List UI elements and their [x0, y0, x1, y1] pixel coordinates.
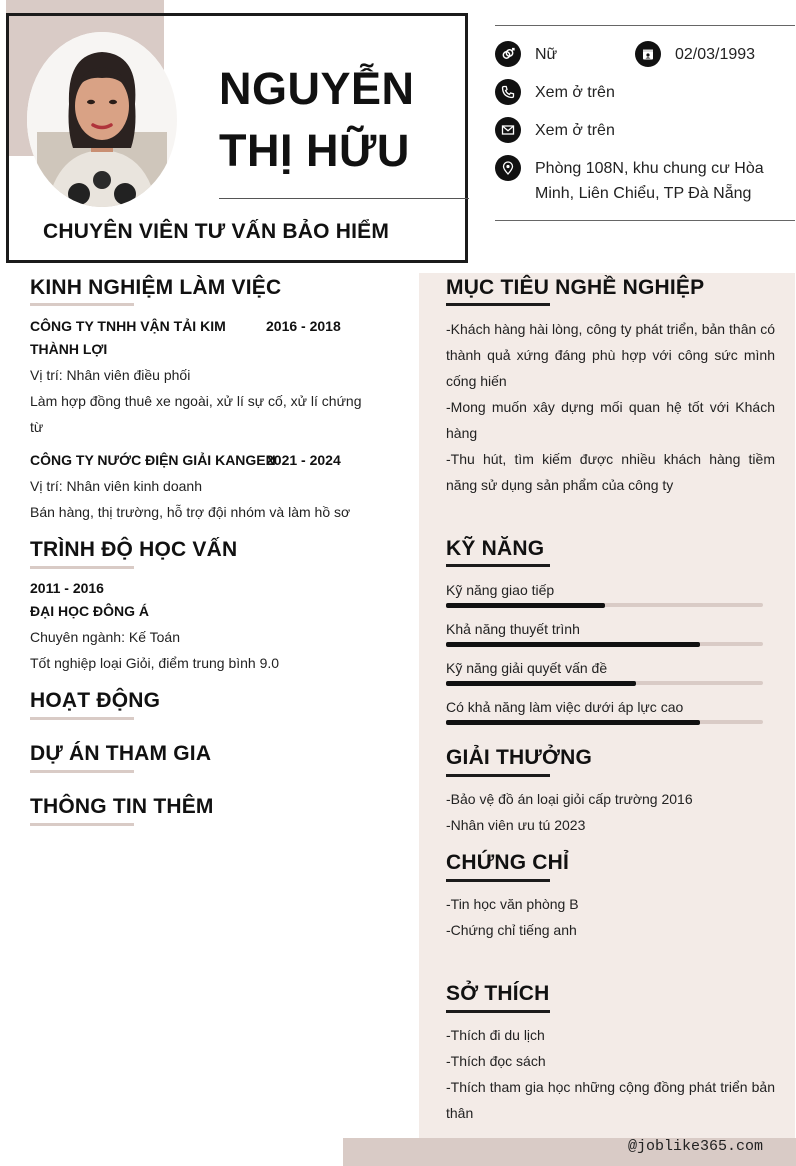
- activities-underline: [30, 717, 134, 720]
- contact-rule-top: [495, 25, 795, 26]
- skill-label: Kỹ năng giao tiếp: [446, 582, 555, 598]
- hobby-item: -Thích đọc sách: [446, 1053, 546, 1069]
- hobby-item: -Thích tham gia học những cộng đồng phát triển bản thân: [446, 1079, 775, 1121]
- skill-bar-fill: [446, 720, 700, 725]
- education-major: Chuyên ngành: Kế Toán: [30, 629, 180, 645]
- objective-title: MỤC TIÊU NGHỀ NGHIỆP: [446, 276, 705, 299]
- experience-title: KINH NGHIỆM LÀM VIỆC: [30, 276, 282, 299]
- contact-address-line2: Minh, Liên Chiểu, TP Đà Nẵng: [535, 185, 752, 202]
- header-card: [6, 13, 468, 263]
- job1-company-line2: THÀNH LỢI: [30, 341, 108, 357]
- name-line-1: NGUYỄN: [219, 63, 415, 114]
- objective-paragraph-2: -Mong muốn xây dựng mối quan hệ tốt với Khách hàng: [446, 399, 775, 441]
- hobby-item: -Thích đi du lịch: [446, 1027, 545, 1043]
- contact-gender: Nữ: [535, 46, 558, 63]
- projects-underline: [30, 770, 134, 773]
- awards-title: GIẢI THƯỞNG: [446, 746, 593, 769]
- job1-position: Vị trí: Nhân viên điều phối: [30, 367, 191, 383]
- award-item: -Nhân viên ưu tú 2023: [446, 817, 586, 833]
- hobbies-underline: [446, 1010, 550, 1013]
- gender-icon: [495, 41, 521, 67]
- skill-label: Kỹ năng giải quyết vấn đề: [446, 660, 608, 676]
- job2-company: CÔNG TY NƯỚC ĐIỆN GIẢI KANGEN: [30, 452, 276, 468]
- skill-bar-fill: [446, 681, 636, 686]
- email-icon: [495, 117, 521, 143]
- objective-underline: [446, 303, 550, 306]
- skills-title: KỸ NĂNG: [446, 537, 545, 560]
- skill-bar-track: [446, 681, 763, 685]
- portrait-photo: [27, 32, 177, 207]
- job1-period: 2016 - 2018: [266, 318, 341, 334]
- contact-address-line1: Phòng 108N, khu chung cư Hòa: [535, 160, 764, 177]
- awards-underline: [446, 774, 550, 777]
- job-title: CHUYÊN VIÊN TƯ VẤN BẢO HIỂM: [43, 220, 390, 243]
- skill-bar-track: [446, 603, 763, 607]
- avatar: [27, 32, 177, 207]
- full-name: [219, 58, 459, 182]
- footer-watermark: @joblike365.com: [628, 1138, 764, 1155]
- job2-period: 2021 - 2024: [266, 452, 341, 468]
- name-line-2: THỊ HỮU: [219, 125, 410, 176]
- hobbies-title: SỞ THÍCH: [446, 982, 550, 1005]
- skill-label: Khả năng thuyết trình: [446, 621, 580, 637]
- extra-info-title: THÔNG TIN THÊM: [30, 795, 214, 818]
- certificate-item: -Chứng chỉ tiếng anh: [446, 922, 577, 938]
- skills-underline: [446, 564, 550, 567]
- education-school: ĐẠI HỌC ĐÔNG Á: [30, 603, 149, 619]
- contact-phone: Xem ở trên: [535, 84, 615, 101]
- objective-paragraph-3: -Thu hút, tìm kiếm được nhiều khách hàng tiềm năng sử dụng sản phẩm của công ty: [446, 451, 775, 493]
- experience-underline: [30, 303, 134, 306]
- skill-bar-track: [446, 720, 763, 724]
- education-underline: [30, 566, 134, 569]
- education-period: 2011 - 2016: [30, 580, 104, 596]
- projects-title: DỰ ÁN THAM GIA: [30, 742, 212, 765]
- job1-company-line1: CÔNG TY TNHH VẬN TẢI KIM: [30, 318, 226, 334]
- skill-bar-fill: [446, 642, 700, 647]
- objective-paragraph-1: -Khách hàng hài lòng, công ty phát triển, bản thân có thành quả xứng đáng phù hợp với công sức mình cống hiến: [446, 321, 775, 389]
- activities-title: HOẠT ĐỘNG: [30, 689, 161, 712]
- contact-rule-bottom: [495, 220, 795, 221]
- contact-email: Xem ở trên: [535, 122, 615, 139]
- job2-position: Vị trí: Nhân viên kinh doanh: [30, 478, 202, 494]
- phone-icon: [495, 79, 521, 105]
- birthday-icon: [635, 41, 661, 67]
- skill-bar-fill: [446, 603, 605, 608]
- job1-desc-line2: từ: [30, 419, 44, 435]
- certificates-underline: [446, 879, 550, 882]
- location-icon: [495, 155, 521, 181]
- education-result: Tốt nghiệp loại Giỏi, điểm trung bình 9.0: [30, 655, 280, 671]
- award-item: -Bảo vệ đồ án loại giỏi cấp trường 2016: [446, 791, 693, 807]
- certificate-item: -Tin học văn phòng B: [446, 896, 579, 912]
- job1-desc-line1: Làm hợp đồng thuê xe ngoài, xử lí sự cố, xử lí chứng: [30, 393, 362, 409]
- certificates-title: CHỨNG CHỈ: [446, 851, 570, 874]
- contact-birthday: 02/03/1993: [675, 46, 756, 63]
- skill-label: Có khả năng làm việc dưới áp lực cao: [446, 699, 684, 715]
- education-title: TRÌNH ĐỘ HỌC VẤN: [30, 538, 238, 561]
- header-divider: [219, 198, 469, 199]
- skill-bar-track: [446, 642, 763, 646]
- extra-info-underline: [30, 823, 134, 826]
- job2-desc-line1: Bán hàng, thị trường, hỗ trợ đội nhóm và làm hồ sơ: [30, 504, 351, 520]
